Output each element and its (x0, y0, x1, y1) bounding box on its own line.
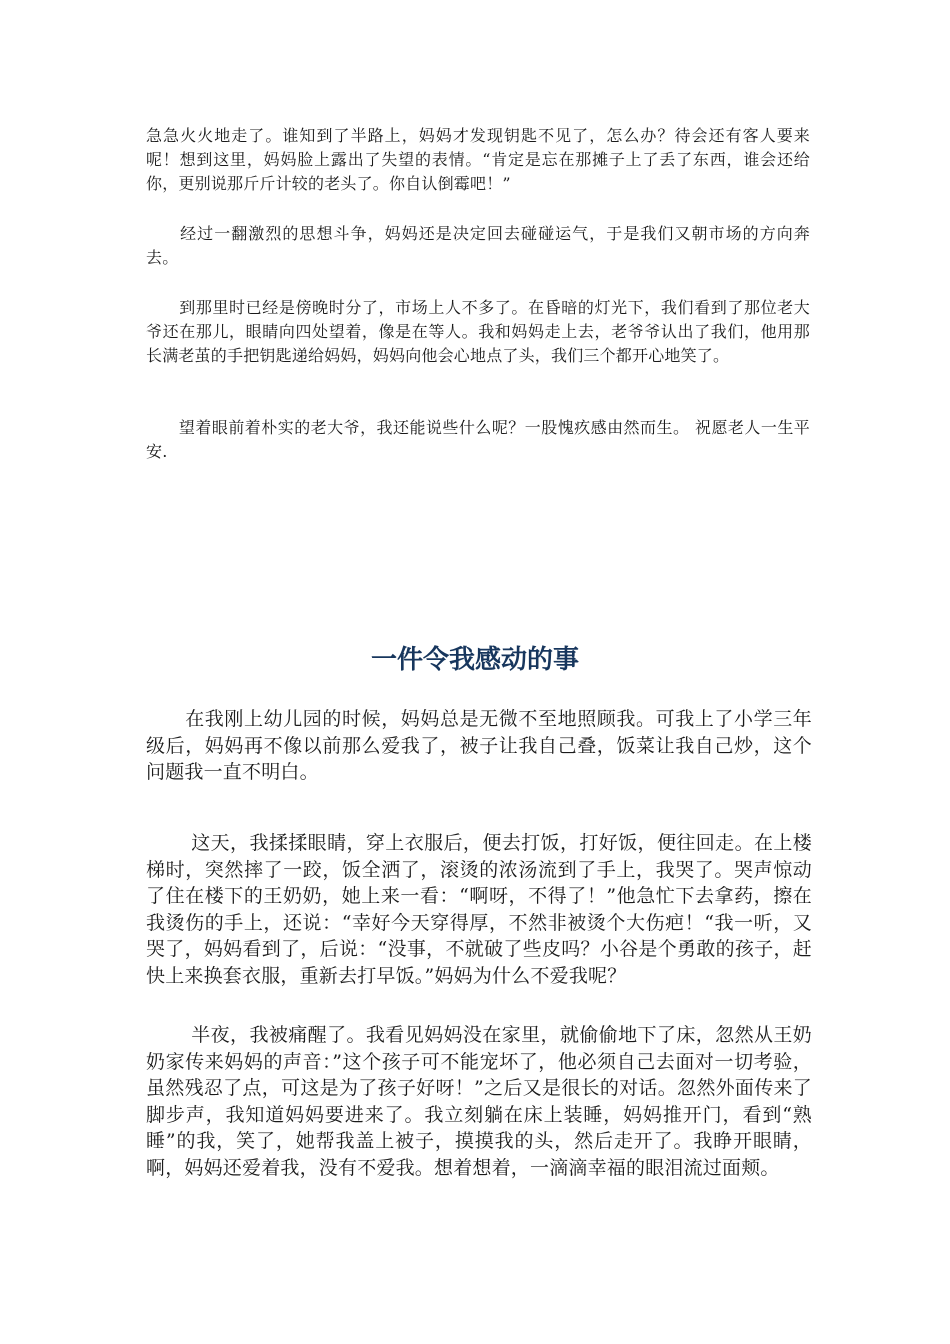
prev-story-paragraph: 急急火火地走了。谁知到了半路上，妈妈才发现钥匙不见了，怎么办？待会还有客人要来呢！想到这里，妈妈脸上露出了失望的表情。“肯定是忘在那摊子上了丢了东西，谁会还给你，更别说那斤斤计较的老头了。你自认倒霉吧！” (146, 126, 810, 193)
story-title: 一件令我感动的事 (370, 645, 579, 675)
prev-story-paragraph: 望着眼前着朴实的老大爷，我还能说些什么呢？一股愧疚感由然而生。 祝愿老人一生平安. (146, 418, 810, 461)
story-paragraph: 在我刚上幼儿园的时候，妈妈总是无微不至地照顾我。可我上了小学三年级后，妈妈再不像以前那么爱我了，被子让我自己叠，饭菜让我自己炒，这个问题我一直不明白。 (146, 708, 812, 783)
story-paragraph: 半夜，我被痛醒了。我看见妈妈没在家里，就偷偷地下了床，忽然从王奶奶家传来妈妈的声音：”这个孩子可不能宠坏了，他必须自己去面对一切考验，虽然残忍了点，可这是为了孩子好呀！”之后又是很长的对话。忽然外面传来了脚步声，我知道妈妈要进来了。我立刻躺在床上装睡，妈妈推开门，看到“熟睡”的我，笑了，她帮我盖上被子，摸摸我的头，然后走开了。我睁开眼睛，啊，妈妈还爱着我，没有不爱我。想着想着，一滴滴幸福的眼泪流过面颊。 (146, 1024, 812, 1179)
prev-story-paragraph: 到那里时已经是傍晚时分了，市场上人不多了。在昏暗的灯光下，我们看到了那位老大爷还在那儿，眼睛向四处望着，像是在等人。我和妈妈走上去，老爷爷认出了我们，他用那长满老茧的手把钥匙递给妈妈，妈妈向他会心地点了头，我们三个都开心地笑了。 (146, 298, 810, 365)
story-paragraph: 这天，我揉揉眼睛，穿上衣服后，便去打饭，打好饭，便往回走。在上楼梯时，突然摔了一跤，饭全洒了，滚烫的浓汤流到了手上，我哭了。哭声惊动了住在楼下的王奶奶，她上来一看：“啊呀，不得了！”他急忙下去拿药，擦在我烫伤的手上，还说：“幸好今天穿得厚，不然非被烫个大伤疤！“我一听，又哭了，妈妈看到了，后说：“没事，不就破了些皮吗？小谷是个勇敢的孩子，赶快上来换套衣服，重新去打早饭。”妈妈为什么不爱我呢？ (146, 832, 812, 987)
prev-story-paragraph: 经过一翻激烈的思想斗争，妈妈还是决定回去碰碰运气，于是我们又朝市场的方向奔去。 (146, 224, 810, 267)
